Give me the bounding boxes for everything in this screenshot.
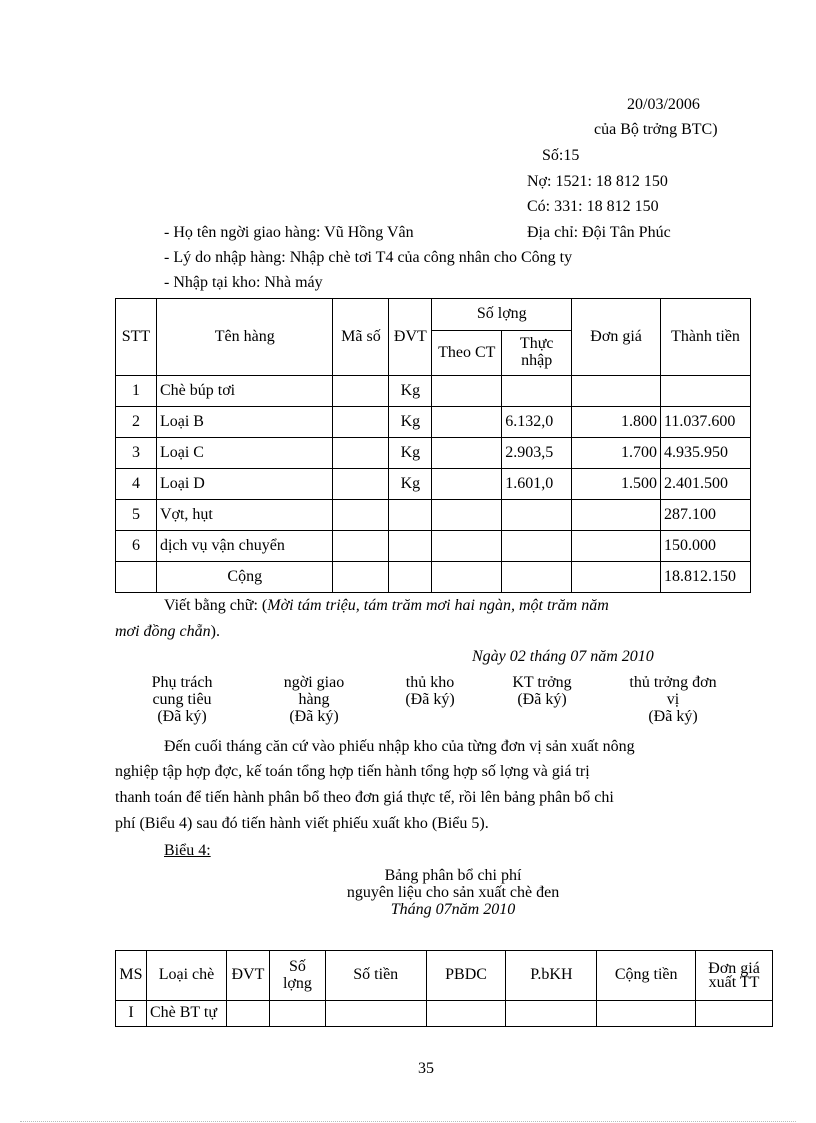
in-words-text-1: Mời tám triệu, tám trăm mơi hai ngàn, một trăm năm bbox=[267, 597, 609, 614]
deliverer-line: - Họ tên ngời giao hàng: Vũ Hồng Vân bbox=[164, 224, 414, 241]
cell-stt: 5 bbox=[116, 500, 157, 531]
alloc-empty-cell bbox=[597, 1001, 696, 1027]
total-empty-cell bbox=[389, 562, 432, 593]
in-words-text-2: mơi đồng chẵn bbox=[115, 623, 211, 640]
in-words-suffix: ). bbox=[210, 623, 220, 640]
signature-status: (Đã ký) bbox=[405, 691, 455, 708]
total-empty-cell bbox=[502, 562, 572, 593]
col-actual: Thực nhập bbox=[502, 331, 572, 376]
sign-date: Ngày 02 tháng 07 năm 2010 bbox=[472, 648, 654, 665]
total-empty-cell bbox=[116, 562, 157, 593]
allocation-table bbox=[115, 950, 773, 1027]
bieu4-title-3: Tháng 07năm 2010 bbox=[390, 901, 516, 918]
alloc-col-price: Đơn giá xuất TT bbox=[696, 951, 773, 1001]
table-row bbox=[116, 531, 751, 562]
alloc-col-qty: Số lợng bbox=[269, 951, 325, 1001]
alloc-empty-cell bbox=[269, 1001, 325, 1027]
col-unit: ĐVT bbox=[389, 299, 432, 376]
cell-actual bbox=[502, 531, 572, 562]
cell-price bbox=[572, 376, 661, 407]
total-empty-cell bbox=[572, 562, 661, 593]
paragraph-line-2: nghiệp tập hợp đợc, kế toán tổng hợp tiến hành tổng hợp số lợng và giá trị bbox=[115, 763, 590, 780]
total-amount: 18.812.150 bbox=[660, 562, 750, 593]
bieu4-title-2: nguyên liệu cho sản xuất chè đen bbox=[346, 884, 560, 901]
cell-price: 1.800 bbox=[572, 407, 661, 438]
bieu4-title bbox=[0, 867, 816, 918]
reason-line: - Lý do nhập hàng: Nhập chè tơi T4 của công nhân cho Công ty bbox=[164, 249, 573, 266]
col-stt: STT bbox=[116, 299, 157, 376]
col-quantity: Số lợng bbox=[432, 299, 572, 331]
cell-name: Loại B bbox=[156, 407, 333, 438]
page-number: 35 bbox=[418, 1060, 434, 1077]
header-number: Số:15 bbox=[542, 147, 580, 164]
alloc-col-pbdc: PBDC bbox=[426, 951, 506, 1001]
cell-code bbox=[333, 407, 389, 438]
alloc-col-type: Loại chè bbox=[146, 951, 226, 1001]
cell-code bbox=[333, 531, 389, 562]
warehouse-line: - Nhập tại kho: Nhà máy bbox=[164, 274, 323, 291]
col-name: Tên hàng bbox=[156, 299, 333, 376]
signature-storekeeper bbox=[380, 674, 480, 708]
alloc-empty-cell bbox=[696, 1001, 773, 1027]
cell-price bbox=[572, 531, 661, 562]
col-amount: Thành tiền bbox=[660, 299, 750, 376]
cell-stt: 2 bbox=[116, 407, 157, 438]
cell-price: 1.700 bbox=[572, 438, 661, 469]
cell-doc bbox=[432, 469, 502, 500]
total-label: Cộng bbox=[156, 562, 333, 593]
col-code: Mã số bbox=[333, 299, 389, 376]
table-row bbox=[116, 438, 751, 469]
cell-amount: 4.935.950 bbox=[660, 438, 750, 469]
signature-unit-head bbox=[608, 674, 738, 725]
cell-amount: 11.037.600 bbox=[660, 407, 750, 438]
table-row bbox=[116, 376, 751, 407]
alloc-empty-cell bbox=[325, 1001, 426, 1027]
table-row bbox=[116, 469, 751, 500]
signature-status: (Đã ký) bbox=[289, 708, 339, 725]
signature-role: thủ trởng đơn bbox=[629, 674, 717, 691]
cell-actual bbox=[502, 376, 572, 407]
signature-status: (Đã ký) bbox=[648, 708, 698, 725]
header-row-1 bbox=[116, 299, 751, 331]
signature-role: cung tiêu bbox=[152, 691, 212, 708]
cell-code bbox=[333, 500, 389, 531]
alloc-empty-cell bbox=[426, 1001, 506, 1027]
cell-doc bbox=[432, 407, 502, 438]
cell-stt: 3 bbox=[116, 438, 157, 469]
receipt-table bbox=[115, 298, 751, 593]
signature-role: hàng bbox=[298, 691, 330, 708]
cell-name: Vợt, hụt bbox=[156, 500, 333, 531]
alloc-empty-cell bbox=[226, 1001, 269, 1027]
page-bottom-divider bbox=[20, 1121, 796, 1122]
cell-unit: Kg bbox=[389, 376, 432, 407]
alloc-col-ms: MS bbox=[116, 951, 147, 1001]
signature-role: vị bbox=[666, 691, 680, 708]
cell-amount bbox=[660, 376, 750, 407]
cell-unit: Kg bbox=[389, 407, 432, 438]
cell-actual: 6.132,0 bbox=[502, 407, 572, 438]
alloc-header-row bbox=[116, 951, 773, 1001]
total-empty-cell bbox=[333, 562, 389, 593]
header-date: 20/03/2006 bbox=[627, 96, 700, 113]
cell-stt: 1 bbox=[116, 376, 157, 407]
bieu4-title-1: Bảng phân bổ chi phí bbox=[384, 867, 522, 884]
alloc-cell-ms: I bbox=[116, 1001, 147, 1027]
cell-unit: Kg bbox=[389, 438, 432, 469]
cell-name: dịch vụ vận chuyển bbox=[156, 531, 333, 562]
in-words-line-1 bbox=[164, 597, 609, 615]
signature-role: ngời giao bbox=[283, 674, 345, 691]
cell-amount: 287.100 bbox=[660, 500, 750, 531]
paragraph-line-3: thanh toán để tiến hành phân bổ theo đơn giá thực tế, rồi lên bảng phân bổ chi bbox=[115, 789, 614, 806]
cell-actual bbox=[502, 500, 572, 531]
cell-stt: 4 bbox=[116, 469, 157, 500]
alloc-col-money: Số tiền bbox=[325, 951, 426, 1001]
paragraph-line-4: phí (Biểu 4) sau đó tiến hành viết phiếu xuất kho (Biểu 5). bbox=[115, 815, 489, 832]
address-line: Địa chỉ: Đội Tân Phúc bbox=[527, 224, 671, 241]
cell-actual: 2.903,5 bbox=[502, 438, 572, 469]
header-ministry: của Bộ trởng BTC) bbox=[594, 121, 718, 138]
in-words-line-2 bbox=[115, 623, 220, 641]
cell-code bbox=[333, 438, 389, 469]
alloc-cell-type: Chè BT tự bbox=[146, 1001, 226, 1027]
in-words-prefix: Viết bằng chữ: ( bbox=[164, 597, 268, 614]
cell-unit: Kg bbox=[389, 469, 432, 500]
signature-status: (Đã ký) bbox=[517, 691, 567, 708]
cell-doc bbox=[432, 376, 502, 407]
alloc-empty-cell bbox=[506, 1001, 597, 1027]
cell-doc bbox=[432, 500, 502, 531]
cell-stt: 6 bbox=[116, 531, 157, 562]
signature-status: (Đã ký) bbox=[157, 708, 207, 725]
cell-price: 1.500 bbox=[572, 469, 661, 500]
table-row bbox=[116, 407, 751, 438]
cell-unit bbox=[389, 500, 432, 531]
signature-role: thủ kho bbox=[405, 674, 455, 691]
cell-name: Loại C bbox=[156, 438, 333, 469]
cell-price bbox=[572, 500, 661, 531]
signature-chief-accountant bbox=[492, 674, 592, 708]
cell-amount: 2.401.500 bbox=[660, 469, 750, 500]
cell-name: Loại D bbox=[156, 469, 333, 500]
signature-purchasing bbox=[132, 674, 232, 725]
cell-amount: 150.000 bbox=[660, 531, 750, 562]
header-debit: Nợ: 1521: 18 812 150 bbox=[527, 173, 668, 190]
cell-actual: 1.601,0 bbox=[502, 469, 572, 500]
col-price: Đơn giá bbox=[572, 299, 661, 376]
cell-doc bbox=[432, 438, 502, 469]
cell-code bbox=[333, 469, 389, 500]
cell-name: Chè búp tơi bbox=[156, 376, 333, 407]
signature-deliverer bbox=[264, 674, 364, 725]
paragraph-line-1: Đến cuối tháng căn cứ vào phiếu nhập kho của từng đơn vị sản xuất nông bbox=[164, 738, 635, 755]
cell-code bbox=[333, 376, 389, 407]
signature-role: Phụ trách bbox=[151, 674, 213, 691]
alloc-row bbox=[116, 1001, 773, 1027]
table-row bbox=[116, 500, 751, 531]
header-credit: Có: 331: 18 812 150 bbox=[527, 198, 659, 215]
alloc-col-total: Cộng tiền bbox=[597, 951, 696, 1001]
bieu4-label: Biểu 4: bbox=[164, 842, 211, 859]
total-empty-cell bbox=[432, 562, 502, 593]
total-row bbox=[116, 562, 751, 593]
alloc-col-unit: ĐVT bbox=[226, 951, 269, 1001]
cell-unit bbox=[389, 531, 432, 562]
cell-doc bbox=[432, 531, 502, 562]
alloc-col-pbkh: P.bKH bbox=[506, 951, 597, 1001]
signature-role: KT trởng bbox=[512, 674, 572, 691]
col-doc: Theo CT bbox=[432, 331, 502, 376]
